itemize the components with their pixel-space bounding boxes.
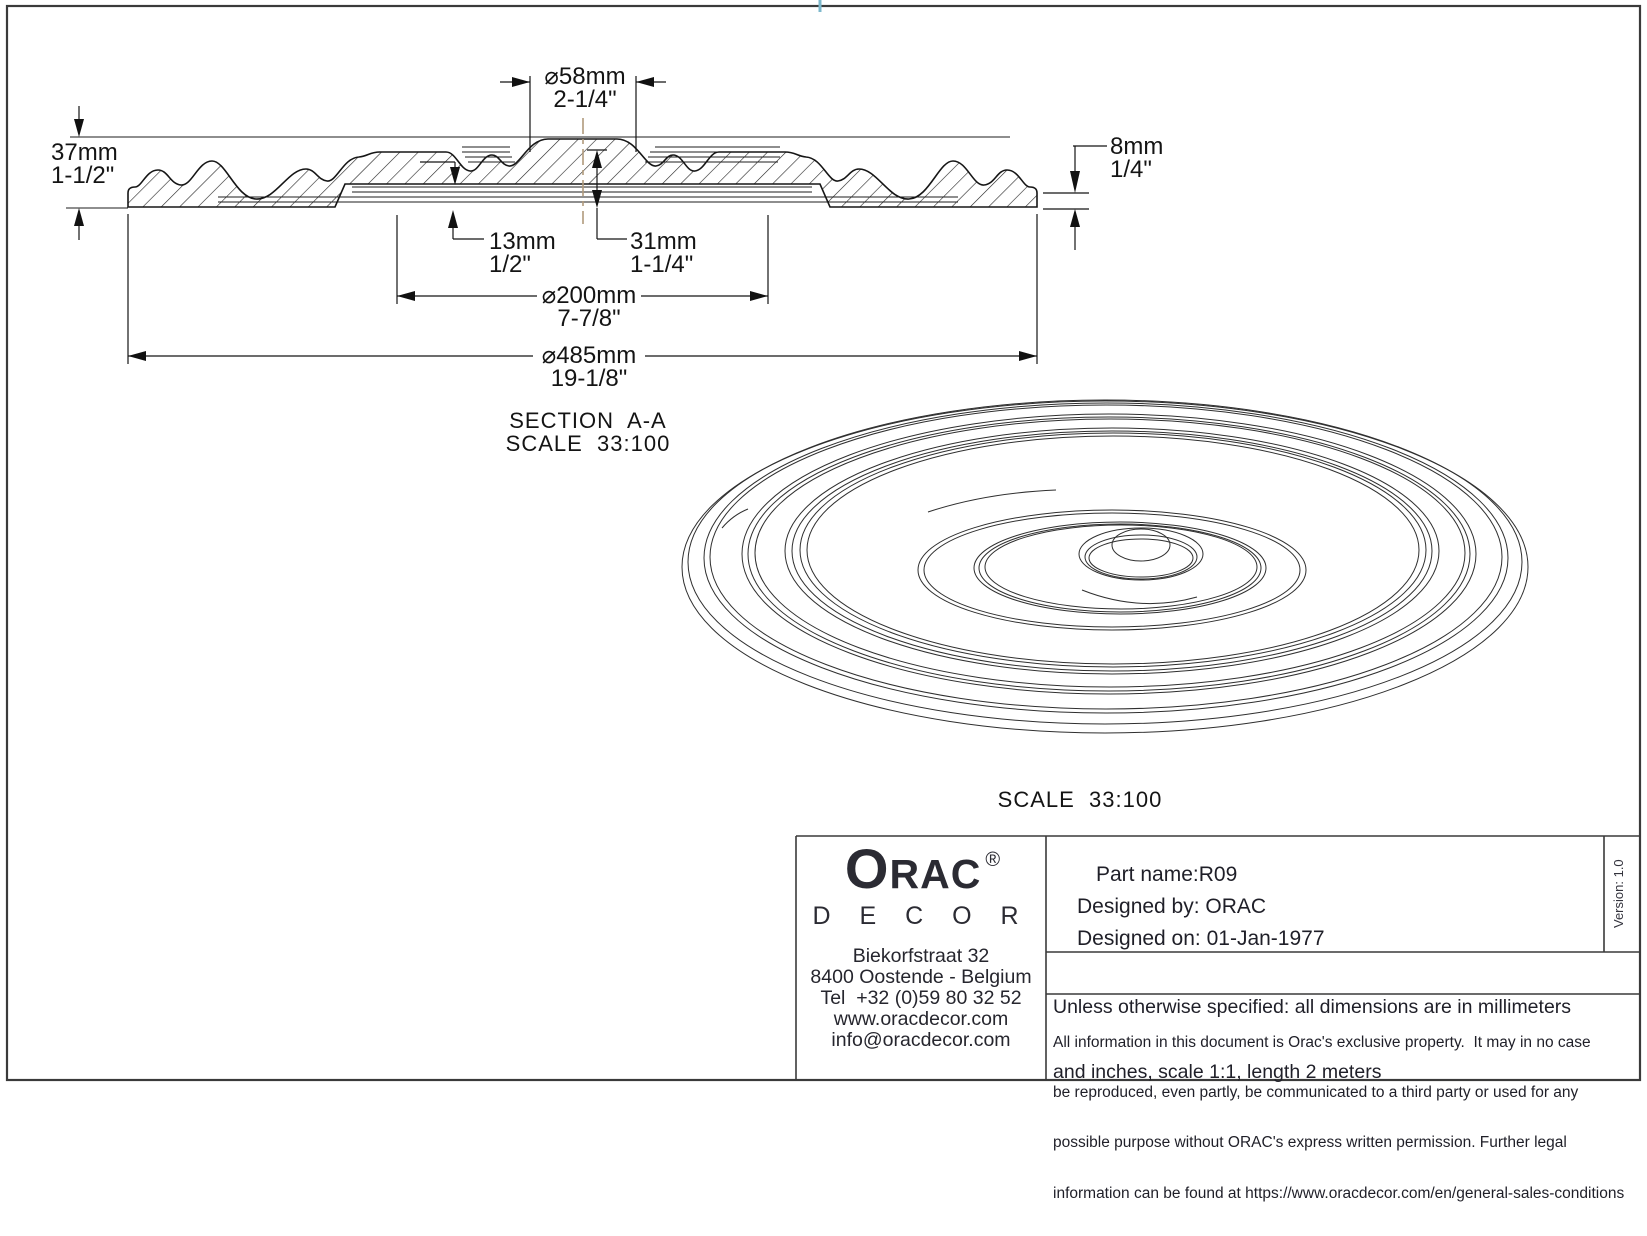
dim-31mm-imperial: 1-1/4" bbox=[630, 251, 694, 278]
dim-37mm-imperial: 1-1/2" bbox=[51, 162, 115, 189]
dim-31mm bbox=[630, 230, 697, 276]
iso-scale: SCALE 33:100 bbox=[997, 787, 1163, 812]
section-title: SECTION A-A bbox=[509, 408, 667, 433]
iso-view-rings bbox=[682, 400, 1528, 733]
dim-8mm-metric: 8mm bbox=[1110, 133, 1164, 160]
designed-by-label: Designed by: bbox=[1077, 895, 1206, 918]
company-address bbox=[796, 946, 1046, 1051]
logo-letter-o: O bbox=[844, 837, 890, 900]
address-line-phone: Tel +32 (0)59 80 32 52 bbox=[820, 987, 1022, 1009]
dim-58mm bbox=[544, 65, 625, 111]
dim-200mm bbox=[542, 284, 636, 330]
designed-by-row bbox=[1077, 895, 1266, 919]
part-name-row bbox=[1096, 863, 1237, 887]
address-line-city: 8400 Oostende - Belgium bbox=[810, 966, 1032, 988]
part-name-value: R09 bbox=[1198, 863, 1238, 886]
spec-note-line1: Unless otherwise specified: all dimensions are in millimeters bbox=[1053, 996, 1572, 1018]
dim-200mm-metric: ⌀200mm bbox=[541, 282, 637, 309]
part-name-label: Part name: bbox=[1096, 863, 1199, 886]
dim-8mm-imperial: 1/4" bbox=[1110, 156, 1152, 183]
section-view-label bbox=[506, 409, 671, 455]
dim-13mm bbox=[489, 230, 556, 276]
legal-line-4: information can be found at https://www.oracdecor.com/en/general-sales-conditions bbox=[1053, 1184, 1625, 1202]
version-label: Version: 1.0 bbox=[1611, 859, 1626, 929]
designed-on-label: Designed on: bbox=[1077, 927, 1207, 950]
dim-485mm-imperial: 19-1/8" bbox=[550, 365, 628, 392]
legal-notice bbox=[1053, 1001, 1624, 1236]
iso-view-label bbox=[998, 788, 1163, 811]
dim-37mm-metric: 37mm bbox=[51, 139, 118, 166]
dim-485mm-metric: ⌀485mm bbox=[541, 342, 637, 369]
dim-485mm bbox=[542, 344, 636, 390]
logo-letters-rac: RAC bbox=[889, 851, 982, 897]
legal-line-3: possible purpose without ORAC's express written permission. Further legal bbox=[1053, 1134, 1567, 1152]
designed-on-row bbox=[1077, 927, 1325, 951]
registered-trademark-icon: ® bbox=[985, 849, 1002, 871]
orac-decor-logo bbox=[796, 837, 1046, 931]
dim-8mm bbox=[1110, 135, 1163, 181]
dim-200mm-imperial: 7-7/8" bbox=[557, 305, 621, 332]
dim-58mm-imperial: 2-1/4" bbox=[553, 86, 617, 113]
dim-37mm bbox=[51, 141, 118, 187]
designed-by-value: ORAC bbox=[1205, 895, 1267, 918]
legal-line-1: All information in this document is Orac's exclusive property. It may in no case bbox=[1053, 1033, 1591, 1051]
designed-on-value: 01-Jan-1977 bbox=[1206, 927, 1325, 950]
section-scale: SCALE 33:100 bbox=[505, 431, 671, 456]
address-line-street: Biekorfstraat 32 bbox=[852, 945, 990, 967]
dim-13mm-imperial: 1/2" bbox=[489, 251, 531, 278]
legal-line-2: be reproduced, even partly, be communicated to a third party or used for any bbox=[1053, 1083, 1579, 1101]
logo-brand bbox=[796, 837, 1046, 908]
dim-13mm-metric: 13mm bbox=[489, 228, 556, 255]
logo-sub-brand: D E C O R bbox=[812, 902, 1030, 930]
address-line-website: www.oracdecor.com bbox=[833, 1008, 1009, 1030]
dim-31mm-metric: 31mm bbox=[630, 228, 697, 255]
dim-58mm-metric: ⌀58mm bbox=[544, 63, 626, 90]
address-line-email: info@oracdecor.com bbox=[831, 1029, 1011, 1051]
spec-note-line2: and inches, scale 1:1, length 2 meters bbox=[1053, 1060, 1382, 1083]
